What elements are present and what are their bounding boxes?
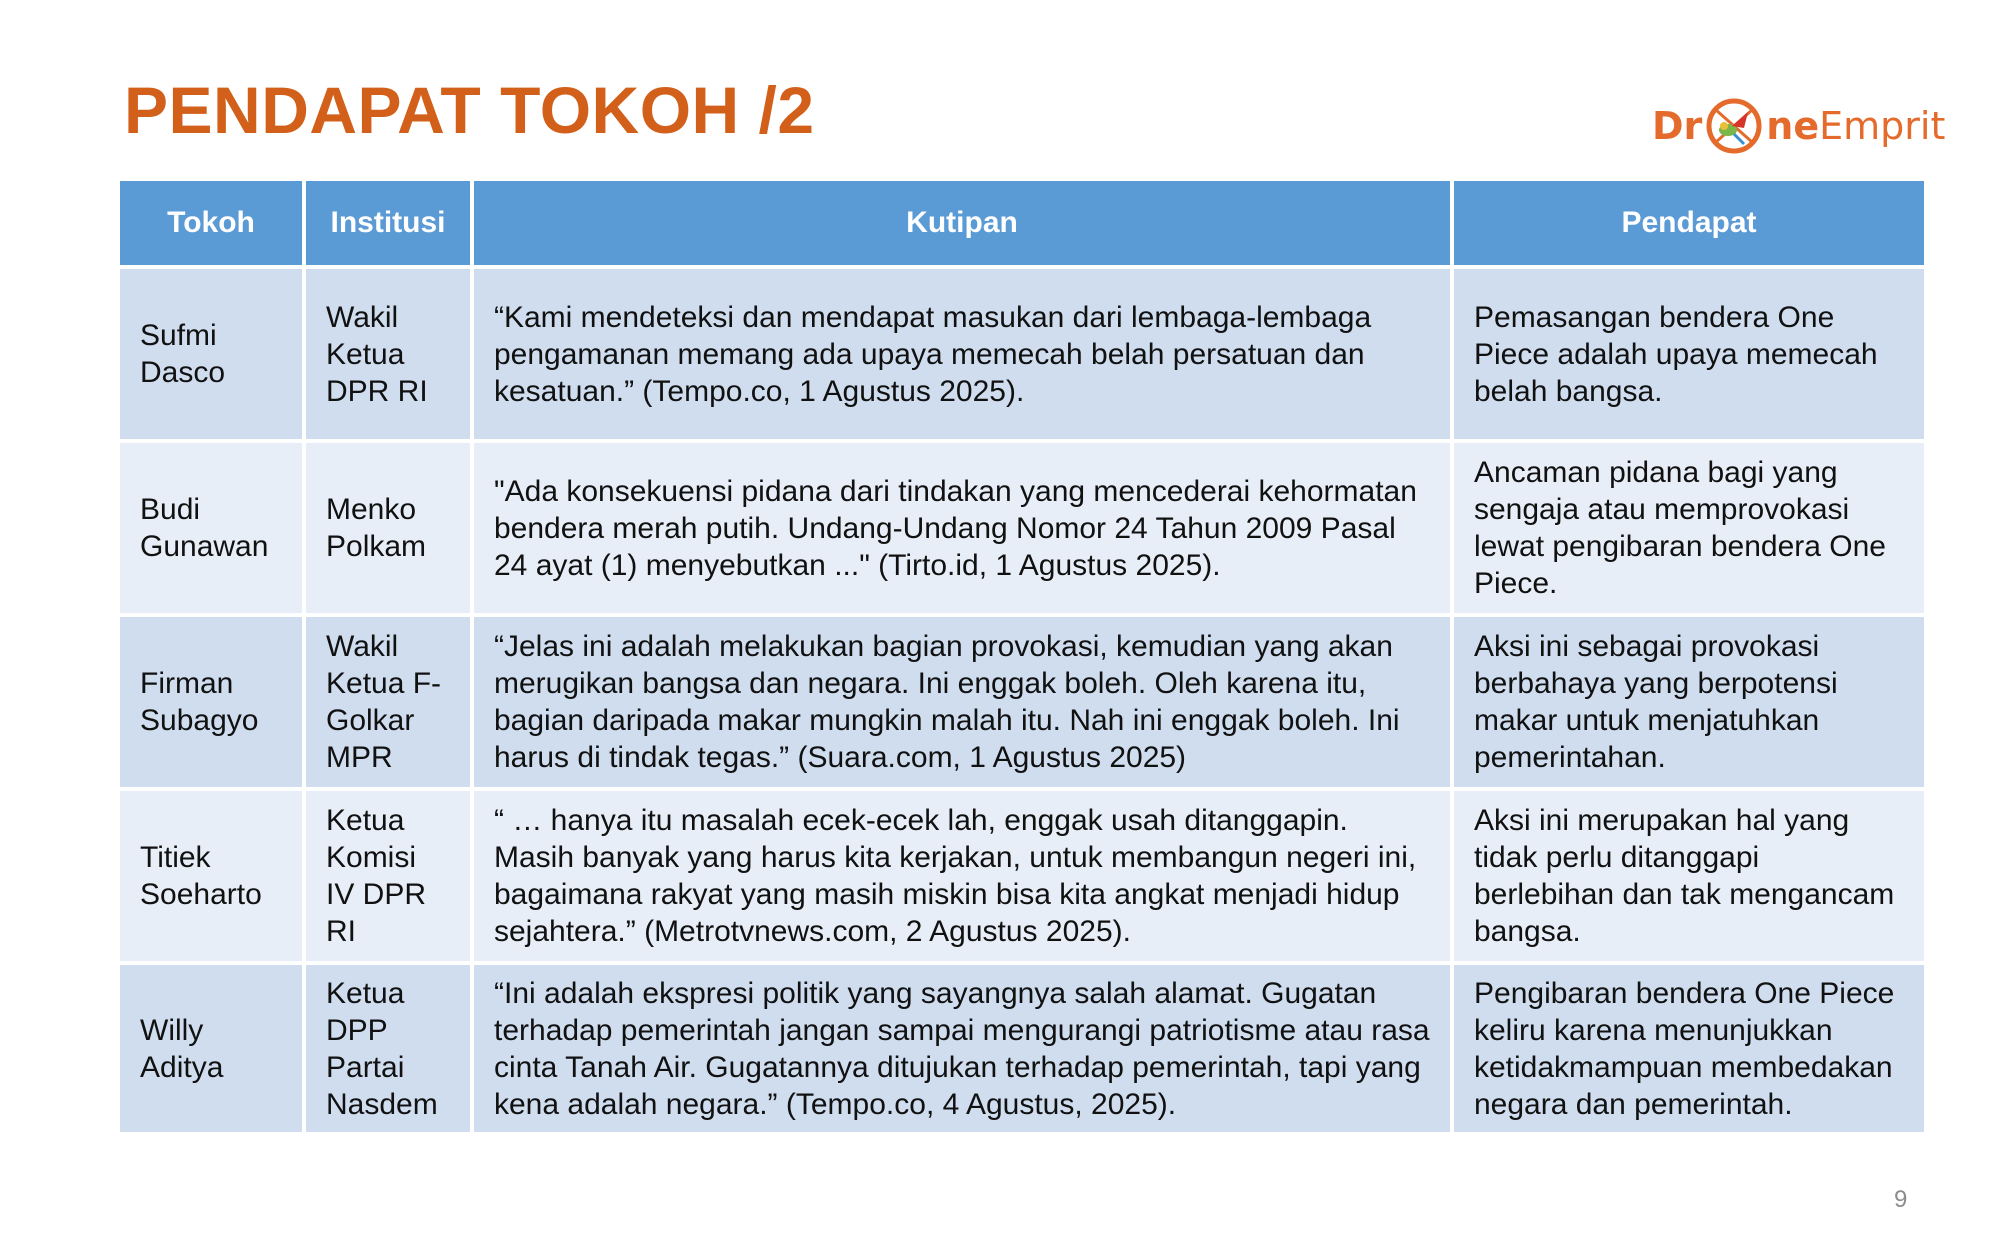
cell-institusi: Menko Polkam xyxy=(306,443,470,613)
cell-kutipan: “ … hanya itu masalah ecek-ecek lah, enggak usah ditanggapin. Masih banyak yang harus kita kerjakan, untuk membangun negeri ini, bagaimana rakyat yang masih miskin bisa kita angkat menjadi hidup sejahtera.” (Metrotvnews.com, 2 Agustus 2025). xyxy=(474,791,1450,961)
drone-emprit-logo xyxy=(1652,88,1945,164)
cell-kutipan: “Kami mendeteksi dan mendapat masukan dari lembaga-lembaga pengamanan memang ada upaya memecah belah persatuan dan kesatuan.” (Tempo.co, 1 Agustus 2025). xyxy=(474,269,1450,439)
cell-kutipan: "Ada konsekuensi pidana dari tindakan yang mencederai kehormatan bendera merah putih. Undang-Undang Nomor 24 Tahun 2009 Pasal 24 ayat (1) menyebutkan ..." (Tirto.id, 1 Agustus 2025). xyxy=(474,443,1450,613)
cell-tokoh: Firman Subagyo xyxy=(120,617,302,787)
header-kutipan: Kutipan xyxy=(474,181,1450,265)
cell-institusi: Wakil Ketua F-Golkar MPR xyxy=(306,617,470,787)
cell-pendapat: Pengibaran bendera One Piece keliru karena menunjukkan ketidakmampuan membedakan negara dan pemerintah. xyxy=(1454,965,1924,1132)
cell-tokoh: Sufmi Dasco xyxy=(120,269,302,439)
table-header-row xyxy=(120,181,1924,265)
cell-pendapat: Ancaman pidana bagi yang sengaja atau memprovokasi lewat pengibaran bendera One Piece. xyxy=(1454,443,1924,613)
cell-institusi: Ketua Komisi IV DPR RI xyxy=(306,791,470,961)
cell-pendapat: Aksi ini sebagai provokasi berbahaya yang berpotensi makar untuk menjatuhkan pemerintahan. xyxy=(1454,617,1924,787)
table-row xyxy=(120,617,1924,787)
table-row xyxy=(120,791,1924,961)
cell-tokoh: Willy Aditya xyxy=(120,965,302,1132)
logo-text-part2: ne xyxy=(1766,104,1820,148)
header-tokoh: Tokoh xyxy=(120,181,302,265)
cell-kutipan: “Jelas ini adalah melakukan bagian provokasi, kemudian yang akan merugikan bangsa dan negara. Ini enggak boleh. Oleh karena itu, bagian daripada makar mungkin malah itu. Nah ini enggak boleh. Ini harus di tindak tegas.” (Suara.com, 1 Agustus 2025) xyxy=(474,617,1450,787)
header-institusi: Institusi xyxy=(306,181,470,265)
opinions-table xyxy=(116,177,1928,1136)
header-pendapat: Pendapat xyxy=(1454,181,1924,265)
logo-text-part3: Emprit xyxy=(1819,104,1946,148)
drone-bird-icon xyxy=(1704,96,1764,156)
table-row xyxy=(120,965,1924,1132)
cell-institusi: Wakil Ketua DPR RI xyxy=(306,269,470,439)
table-row xyxy=(120,269,1924,439)
cell-pendapat: Pemasangan bendera One Piece adalah upaya memecah belah bangsa. xyxy=(1454,269,1924,439)
table-row xyxy=(120,443,1924,613)
cell-tokoh: Budi Gunawan xyxy=(120,443,302,613)
cell-institusi: Ketua DPP Partai Nasdem xyxy=(306,965,470,1132)
logo-text-part1: Dr xyxy=(1652,104,1703,148)
slide-title: PENDAPAT TOKOH /2 xyxy=(124,73,815,147)
page-number: 9 xyxy=(1894,1186,1908,1213)
cell-kutipan: “Ini adalah ekspresi politik yang sayangnya salah alamat. Gugatan terhadap pemerintah jangan sampai mengurangi patriotisme atau rasa cinta Tanah Air. Gugatannya ditujukan terhadap pemerintah, tapi yang kena adalah negara.” (Tempo.co, 4 Agustus, 2025). xyxy=(474,965,1450,1132)
cell-tokoh: Titiek Soeharto xyxy=(120,791,302,961)
cell-pendapat: Aksi ini merupakan hal yang tidak perlu ditanggapi berlebihan dan tak mengancam bangsa. xyxy=(1454,791,1924,961)
